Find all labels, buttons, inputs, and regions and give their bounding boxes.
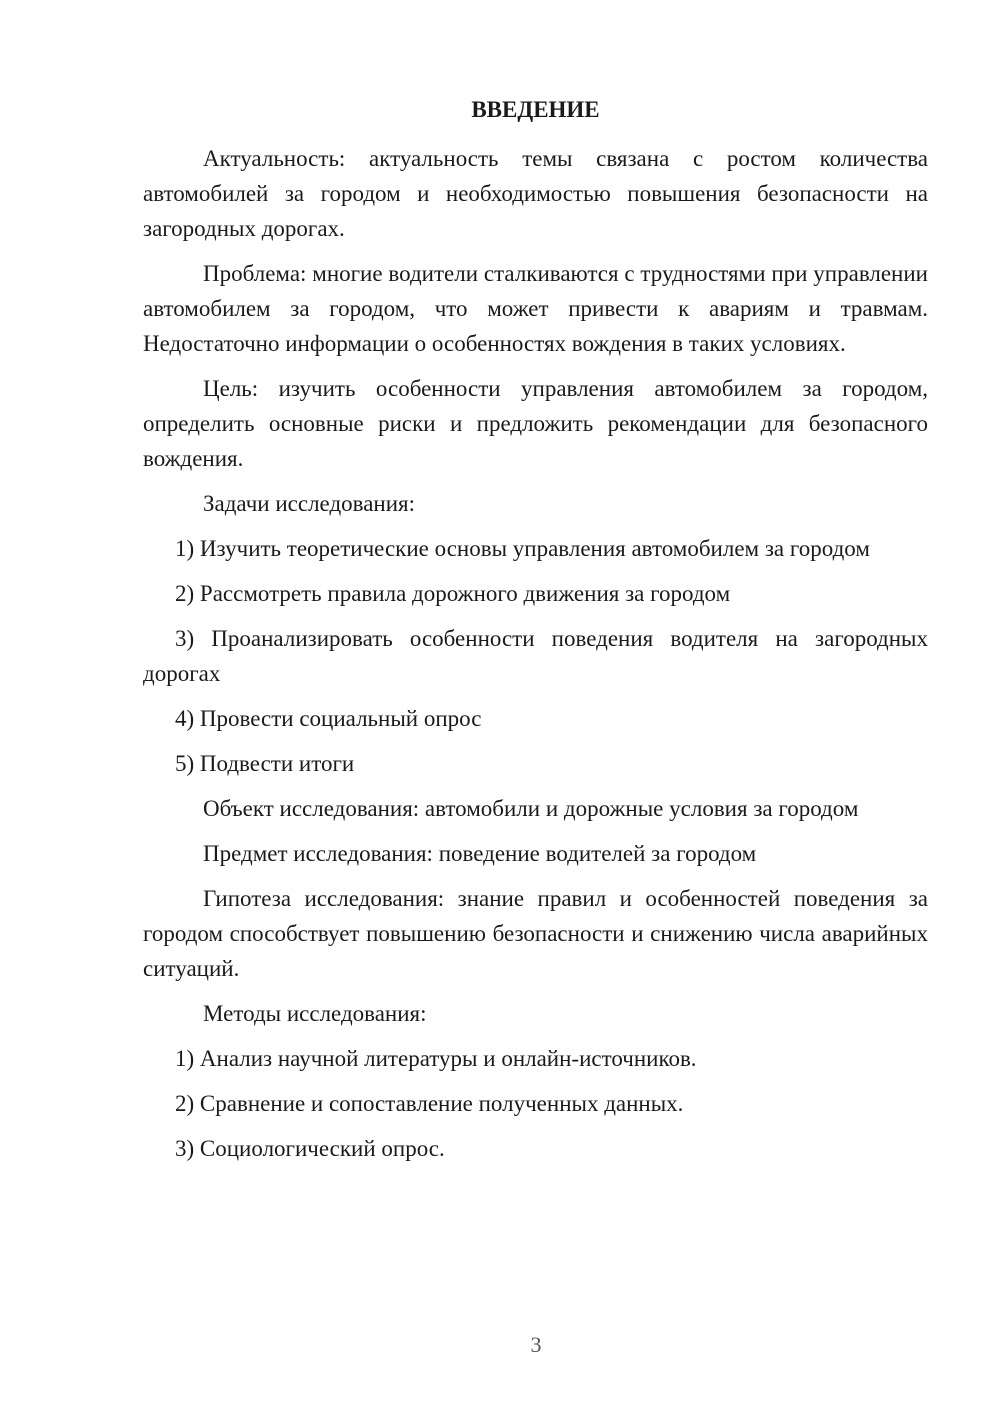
method-item: 2) Сравнение и сопоставление полученных данных.: [175, 1091, 684, 1116]
task-item: 2) Рассмотреть правила дорожного движения за городом: [175, 581, 731, 606]
tasks-title: Задачи исследования:: [203, 491, 416, 516]
hypothesis-paragraph: Гипотеза исследования: знание правил и особенностей поведения за городом способствует повышению безопасности и снижению числа аварийных ситуаций.: [143, 886, 928, 981]
relevance-paragraph: Актуальность: актуальность темы связана с ростом количества автомобилей за городом и необходимостью повышения безопасности на загородных дорогах.: [143, 146, 928, 241]
page-body: [143, 92, 928, 1176]
page-number: 3: [530, 1332, 542, 1357]
object-line: Объект исследования: автомобили и дорожные условия за городом: [203, 796, 859, 821]
task-item: 3) Проанализировать особенности поведения водителя на загородных дорогах: [143, 626, 928, 686]
task-item: 4) Провести социальный опрос: [175, 706, 482, 731]
task-item: 5) Подвести итоги: [175, 751, 355, 776]
problem-paragraph: Проблема: многие водители сталкиваются с трудностями при управлении автомобилем за городом, что может привести к авариям и травмам. Недостаточно информации о особенностях вождения в таких условиях.: [143, 261, 928, 356]
methods-title: Методы исследования:: [203, 1001, 427, 1026]
task-item: 1) Изучить теоретические основы управления автомобилем за городом: [175, 536, 870, 561]
page-heading: ВВЕДЕНИЕ: [471, 97, 600, 122]
subject-line: Предмет исследования: поведение водителей за городом: [203, 841, 757, 866]
method-item: 3) Социологический опрос.: [175, 1136, 445, 1161]
goal-paragraph: Цель: изучить особенности управления автомобилем за городом, определить основные риски и предложить рекомендации для безопасного вождения.: [143, 376, 928, 471]
method-item: 1) Анализ научной литературы и онлайн-источников.: [175, 1046, 697, 1071]
